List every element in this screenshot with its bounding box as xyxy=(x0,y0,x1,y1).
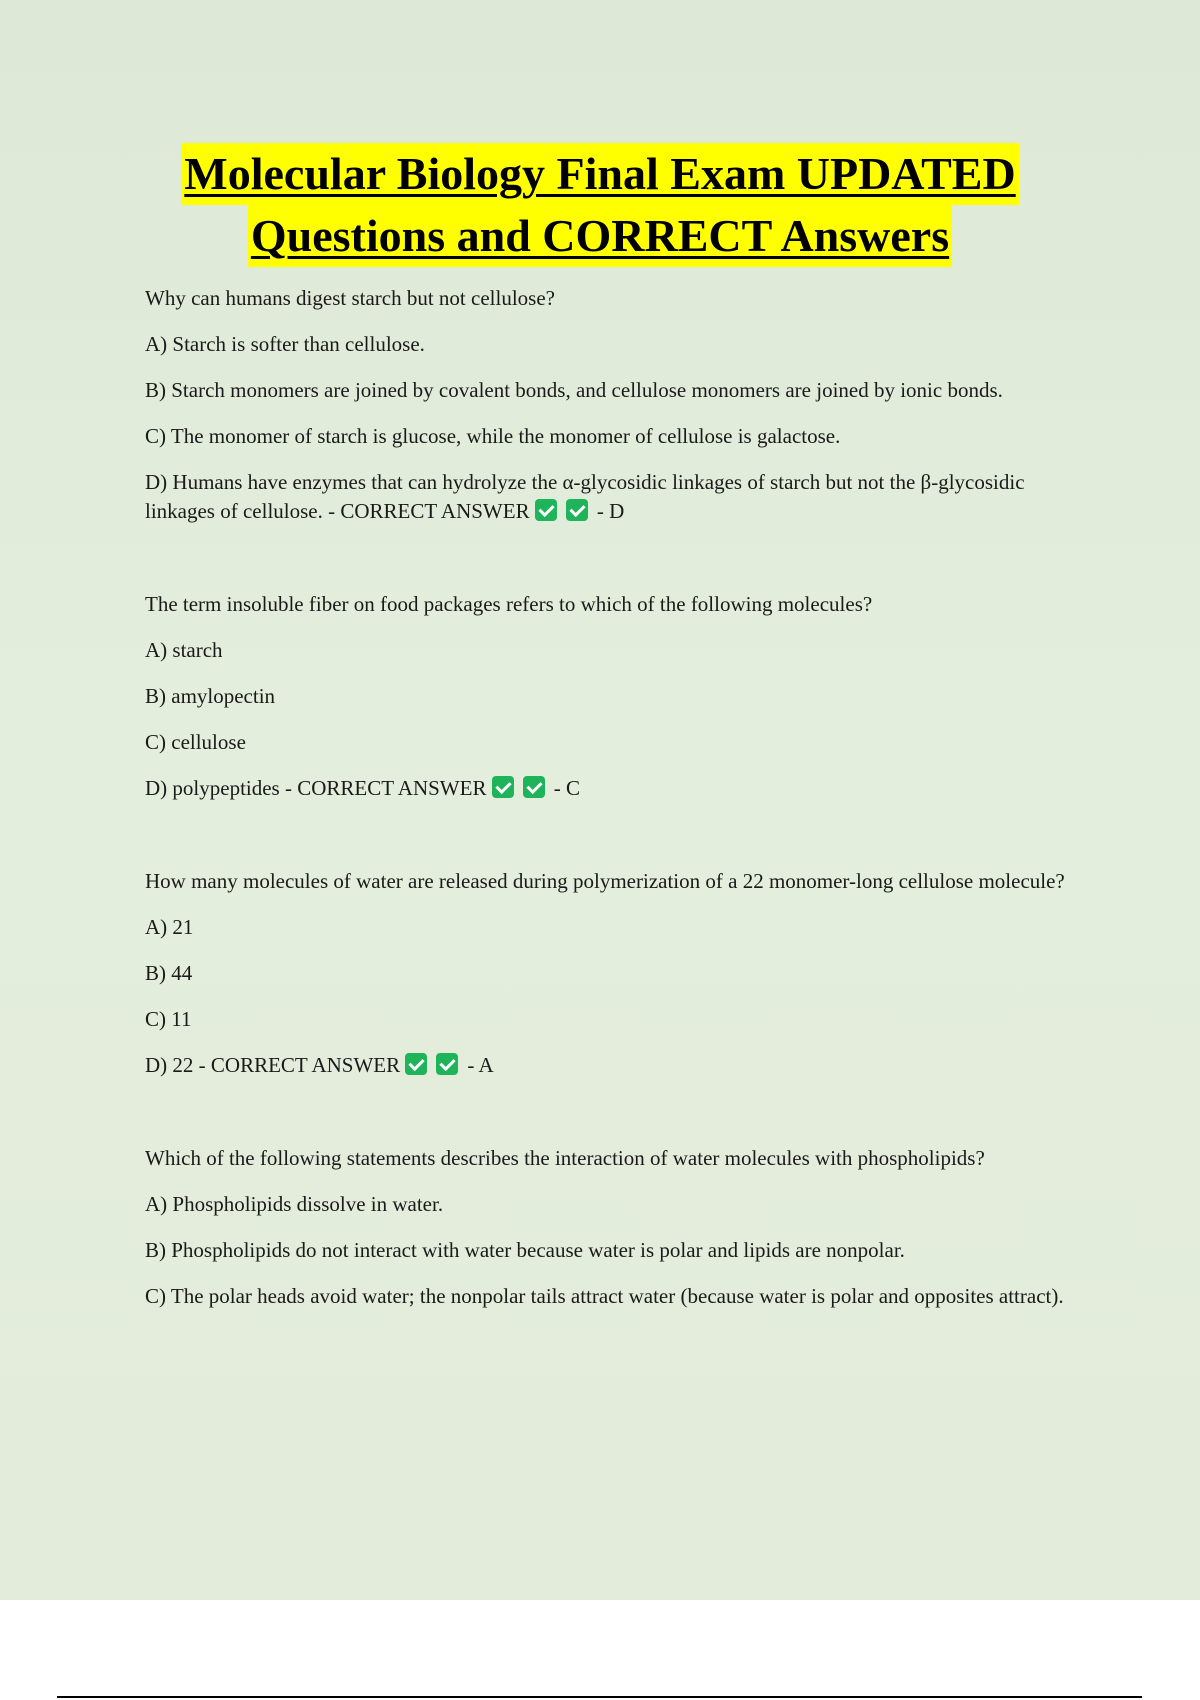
option-c: C) The polar heads avoid water; the nonpolar tails attract water (because water is polar and opposites attract). xyxy=(145,1284,1064,1308)
question-block-3 xyxy=(145,867,1075,1080)
check-icon xyxy=(566,499,588,521)
option-a: A) Phospholipids dissolve in water. xyxy=(145,1192,444,1216)
option-d-answer-line xyxy=(145,1051,1075,1080)
option-c: C) cellulose xyxy=(145,730,246,754)
option-d: D) 22 - CORRECT ANSWER xyxy=(145,1053,401,1077)
document-title xyxy=(0,143,1200,267)
check-icon xyxy=(436,1053,458,1075)
check-icon xyxy=(523,776,545,798)
correct-answer-value: - A xyxy=(467,1053,494,1077)
option-c: C) 11 xyxy=(145,1007,192,1031)
option-b: B) Starch monomers are joined by covalent bonds, and cellulose monomers are joined by ionic bonds. xyxy=(145,378,1003,402)
question-text: How many molecules of water are released during polymerization of a 22 monomer-long cellulose molecule? xyxy=(145,869,1065,893)
title-line-1: Molecular Biology Final Exam UPDATED xyxy=(181,143,1018,205)
option-d: D) polypeptides - CORRECT ANSWER xyxy=(145,776,487,800)
option-d: D) Humans have enzymes that can hydrolyze the α-glycosidic linkages of starch but not the β-glycosidic linkages of cellulose. - CORRECT ANSWER xyxy=(145,470,1025,523)
question-text: The term insoluble fiber on food packages refers to which of the following molecules? xyxy=(145,592,873,616)
question-text: Which of the following statements describes the interaction of water molecules with phospholipids? xyxy=(145,1146,985,1170)
check-icon xyxy=(535,499,557,521)
option-a: A) 21 xyxy=(145,915,194,939)
question-block-4 xyxy=(145,1144,1075,1311)
question-block-1 xyxy=(145,284,1075,526)
option-b: B) amylopectin xyxy=(145,684,276,708)
option-d-answer-line xyxy=(145,774,1075,803)
question-block-2 xyxy=(145,590,1075,803)
correct-answer-value: - C xyxy=(553,776,580,800)
check-icon xyxy=(492,776,514,798)
check-icon xyxy=(405,1053,427,1075)
title-line-2: Questions and CORRECT Answers xyxy=(248,205,952,267)
option-a: A) starch xyxy=(145,638,223,662)
option-a: A) Starch is softer than cellulose. xyxy=(145,332,425,356)
correct-answer-value: - D xyxy=(596,499,625,523)
question-text: Why can humans digest starch but not cellulose? xyxy=(145,286,555,310)
option-c: C) The monomer of starch is glucose, while the monomer of cellulose is galactose. xyxy=(145,424,841,448)
option-b: B) Phospholipids do not interact with water because water is polar and lipids are nonpolar. xyxy=(145,1238,905,1262)
questions-list xyxy=(145,284,1075,1375)
option-d-answer-line xyxy=(145,468,1075,526)
option-b: B) 44 xyxy=(145,961,193,985)
footer-divider xyxy=(57,1696,1142,1698)
